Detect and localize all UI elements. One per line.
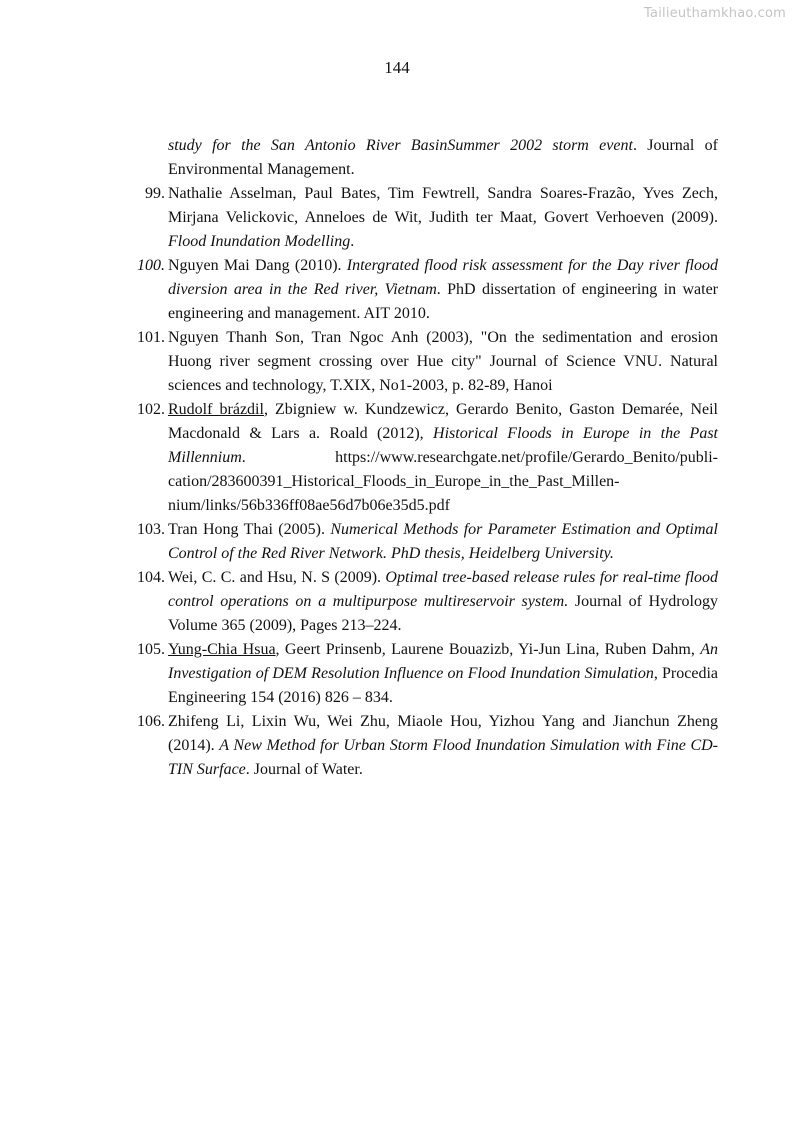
page-number: 144 <box>384 58 410 77</box>
reference-source: , Procedia Engineering 154 (2016) 826 – 834. <box>168 665 719 706</box>
reference-number: 101. <box>137 329 165 346</box>
reference-text: Nguyen Thanh Son, Tran Ngoc Anh (2003), "On the sedimentation and erosion Huong river segment crossing over Hue city" Journal of Science VNU. Natural sciences and technology, T.XIX, No1-2003, p. 82-89, Hanoi <box>168 329 718 394</box>
reference-list <box>131 134 718 782</box>
reference-title: A New Method for Urban Storm Flood Inundation Simulation with Fine CD-TIN Surface <box>168 737 718 778</box>
reference-title: Intergrated flood risk assessment for the Day river flood diversion area in the Red river, Vietnam <box>168 257 718 298</box>
reference-source: . Journal of Environmental Management. <box>168 137 718 178</box>
reference-authors: Nguyen Mai Dang (2010). <box>168 257 347 274</box>
reference-authors: , Geert Prinsenb, Laurene Bouazizb, Yi-Jun Lina, Ruben Dahm, <box>275 641 701 658</box>
reference-item-100 <box>131 254 718 326</box>
reference-title: An Investigation of DEM Resolution Influence on Flood Inundation Simulation <box>168 641 718 682</box>
reference-authors: Nathalie Asselman, Paul Bates, Tim Fewtrell, Sandra Soares-Frazão, Yves Zech, Mirjana Velickovic, Anneloes de Wit, Judith ter Maat, Govert Verhoeven (2009). <box>168 185 718 226</box>
reference-source: . PhD thesis, Heidelberg University. <box>382 545 614 562</box>
reference-number: 104. <box>137 569 165 586</box>
reference-title: Numerical Methods for Parameter Estimation and Optimal Control of the Red River Network <box>168 521 719 562</box>
reference-item-106 <box>131 710 718 782</box>
watermark-text: Tailieuthamkhao.com <box>644 6 786 21</box>
reference-authors: Wei, C. C. and Hsu, N. S (2009). <box>168 569 386 586</box>
reference-source: . PhD dissertation of engineering in water engineering and management. AIT 2010. <box>168 281 719 322</box>
reference-source: . <box>350 233 355 250</box>
reference-authors: Zhifeng Li, Lixin Wu, Wei Zhu, Miaole Hou, Yizhou Yang and Jianchun Zheng (2014). <box>168 713 718 754</box>
reference-number: 103. <box>137 521 165 538</box>
reference-number: 106. <box>137 713 165 730</box>
reference-item-101 <box>131 326 718 398</box>
reference-authors: , Zbigniew w. Kundzewicz, Gerardo Benito, Gaston Demarée, Neil Macdonald & Lars a. Roald (2012), <box>168 401 719 442</box>
reference-source: . Journal of Water. <box>245 761 363 778</box>
reference-title: Historical Floods in Europe in the Past Millennium <box>168 425 718 466</box>
reference-item-105 <box>131 638 718 710</box>
reference-lead-author-link[interactable]: Yung-Chia Hsua <box>168 641 276 658</box>
reference-continuation <box>131 134 718 182</box>
reference-title: study for the San Antonio River BasinSummer 2002 storm event <box>168 137 633 154</box>
reference-item-102 <box>131 398 718 518</box>
reference-lead-author-link[interactable]: Rudolf brázdil <box>168 401 264 418</box>
reference-item-99 <box>131 182 718 254</box>
reference-source: Journal of Hydrology Volume 365 (2009), Pages 213–224. <box>168 593 718 634</box>
reference-title: Flood Inundation Modelling <box>168 233 351 250</box>
reference-number: 105. <box>137 641 165 658</box>
reference-item-104 <box>131 566 718 638</box>
reference-item-103 <box>131 518 718 566</box>
reference-title: Optimal tree-based release rules for real-time flood control operations on a multipurpose multireservoir system. <box>168 569 719 610</box>
reference-authors: Tran Hong Thai (2005). <box>168 521 331 538</box>
reference-number: 99. <box>145 185 165 202</box>
reference-url: . https://www.researchgate.net/profile/Gerardo_Benito/publi-cation/283600391_Historical_Floods_in_Europe_in_the_Past_Millen-nium/links/56b336ff08ae56d7b06e35d5.pdf <box>168 449 718 514</box>
reference-number: 102. <box>137 401 165 418</box>
reference-number: 100. <box>137 257 165 274</box>
